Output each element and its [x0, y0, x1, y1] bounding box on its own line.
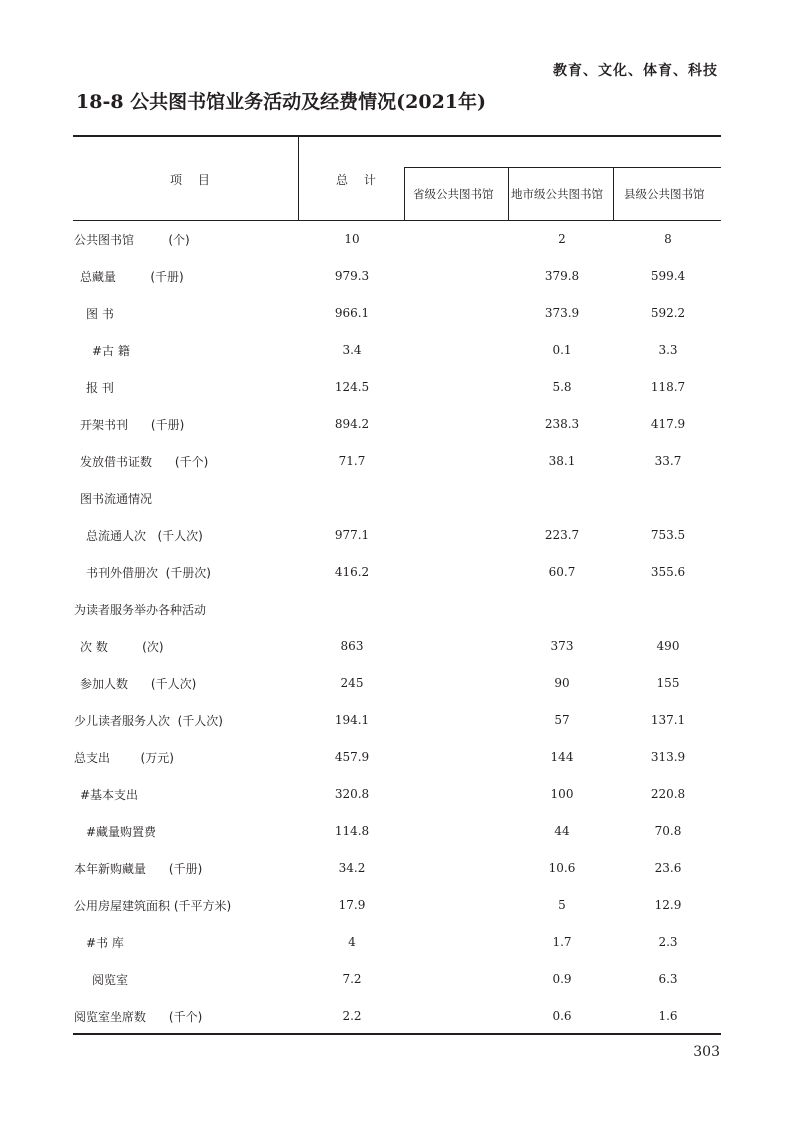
cell-total: 320.8	[334, 787, 370, 801]
cell-city: 144	[550, 750, 574, 764]
header-vline-provincial	[508, 168, 509, 220]
column-header-county: 县级公共图书馆	[624, 187, 705, 201]
row-label: 公共图书馆 (个)	[74, 233, 190, 247]
cell-city: 60.7	[548, 565, 576, 579]
table-row	[0, 701, 793, 738]
table-row	[0, 886, 793, 923]
cell-total: 194.1	[334, 713, 370, 727]
table-row	[0, 627, 793, 664]
cell-county: 355.6	[650, 565, 686, 579]
cell-total: 124.5	[334, 380, 370, 394]
cell-county: 70.8	[654, 824, 682, 838]
cell-county: 23.6	[654, 861, 682, 875]
cell-city: 2	[558, 232, 566, 246]
cell-county: 33.7	[654, 454, 682, 468]
table-row	[0, 257, 793, 294]
cell-city: 38.1	[548, 454, 576, 468]
cell-total: 17.9	[338, 898, 366, 912]
table-row	[0, 960, 793, 997]
cell-city: 0.1	[552, 343, 572, 357]
table-row	[0, 590, 793, 627]
row-label: #基本支出	[80, 788, 139, 802]
cell-total: 71.7	[338, 454, 366, 468]
cell-total: 966.1	[334, 306, 370, 320]
cell-city: 100	[550, 787, 574, 801]
table-row	[0, 442, 793, 479]
cell-county: 599.4	[650, 269, 686, 283]
header-vline-city	[613, 168, 614, 220]
cell-city: 373	[550, 639, 574, 653]
row-label: #藏量购置费	[86, 825, 157, 839]
cell-total: 979.3	[334, 269, 370, 283]
cell-city: 10.6	[548, 861, 576, 875]
cell-county: 6.3	[658, 972, 678, 986]
table-row	[0, 479, 793, 516]
cell-county: 155	[656, 676, 680, 690]
cell-city: 5	[558, 898, 566, 912]
table-row	[0, 664, 793, 701]
cell-county: 753.5	[650, 528, 686, 542]
row-label: 阅览室坐席数 (千个)	[74, 1010, 203, 1024]
cell-total: 863	[340, 639, 364, 653]
table-row	[0, 368, 793, 405]
cell-total: 3.4	[342, 343, 362, 357]
top-rule	[73, 135, 721, 137]
column-header-city: 地市级公共图书馆	[511, 187, 603, 201]
table-row	[0, 331, 793, 368]
cell-total: 457.9	[334, 750, 370, 764]
row-label: 参加人数 (千人次)	[80, 677, 197, 691]
table-row	[0, 220, 793, 257]
cell-county: 118.7	[650, 380, 686, 394]
bottom-rule	[73, 1033, 721, 1035]
cell-county: 417.9	[650, 417, 686, 431]
row-label: 总流通人次 (千人次)	[86, 529, 203, 543]
cell-county: 3.3	[658, 343, 678, 357]
cell-city: 223.7	[544, 528, 580, 542]
cell-county: 2.3	[658, 935, 678, 949]
column-header-provincial: 省级公共图书馆	[413, 187, 494, 201]
row-label: #古 籍	[92, 344, 130, 358]
cell-city: 373.9	[544, 306, 580, 320]
cell-city: 44	[554, 824, 570, 838]
cell-county: 220.8	[650, 787, 686, 801]
row-label: 阅览室	[92, 973, 129, 987]
cell-county: 592.2	[650, 306, 686, 320]
cell-city: 238.3	[544, 417, 580, 431]
cell-total: 7.2	[342, 972, 362, 986]
cell-total: 4	[348, 935, 356, 949]
header-vline-item	[298, 137, 299, 220]
column-header-item: 项 目	[170, 173, 216, 187]
table-row	[0, 923, 793, 960]
cell-county: 12.9	[654, 898, 682, 912]
table-row	[0, 775, 793, 812]
cell-county: 490	[656, 639, 680, 653]
table-row	[0, 997, 793, 1034]
cell-total: 245	[340, 676, 364, 690]
cell-county: 137.1	[650, 713, 686, 727]
row-label: 少儿读者服务人次 (千人次)	[74, 714, 223, 728]
row-label: 次 数 (次)	[80, 640, 164, 654]
row-label: 为读者服务举办各种活动	[74, 603, 207, 617]
row-label: 公用房屋建筑面积 (千平方米)	[74, 899, 232, 913]
cell-total: 416.2	[334, 565, 370, 579]
page-number: 303	[693, 1044, 720, 1060]
row-label: 图书流通情况	[80, 492, 153, 506]
cell-city: 57	[554, 713, 570, 727]
cell-total: 114.8	[334, 824, 370, 838]
table-row	[0, 294, 793, 331]
table-row	[0, 405, 793, 442]
row-label: 报 刊	[86, 381, 114, 395]
cell-county: 1.6	[658, 1009, 678, 1023]
column-header-total: 总 计	[336, 173, 382, 187]
cell-city: 0.9	[552, 972, 572, 986]
cell-county: 8	[664, 232, 672, 246]
table-row	[0, 849, 793, 886]
cell-city: 379.8	[544, 269, 580, 283]
cell-city: 90	[554, 676, 570, 690]
cell-total: 34.2	[338, 861, 366, 875]
cell-total: 894.2	[334, 417, 370, 431]
row-label: 图 书	[86, 307, 114, 321]
cell-city: 5.8	[552, 380, 572, 394]
row-label: 总藏量 (千册)	[80, 270, 184, 284]
table-row	[0, 516, 793, 553]
table-title: 18-8 公共图书馆业务活动及经费情况(2021年)	[76, 91, 487, 113]
row-label: 书刊外借册次 (千册次)	[86, 566, 211, 580]
row-label: 总支出 (万元)	[74, 751, 174, 765]
row-label: 开架书刊 (千册)	[80, 418, 185, 432]
cell-county: 313.9	[650, 750, 686, 764]
header-vline-total	[404, 168, 405, 220]
row-label: 发放借书证数 (千个)	[80, 455, 209, 469]
section-header: 教育、文化、体育、科技	[553, 63, 718, 79]
table-row	[0, 738, 793, 775]
row-label: 本年新购藏量 (千册)	[74, 862, 203, 876]
row-label: #书 库	[86, 936, 124, 950]
header-subrule	[404, 167, 721, 168]
table-row	[0, 812, 793, 849]
cell-total: 2.2	[342, 1009, 362, 1023]
table-row	[0, 553, 793, 590]
cell-total: 977.1	[334, 528, 370, 542]
cell-city: 0.6	[552, 1009, 572, 1023]
cell-total: 10	[344, 232, 360, 246]
cell-city: 1.7	[552, 935, 572, 949]
